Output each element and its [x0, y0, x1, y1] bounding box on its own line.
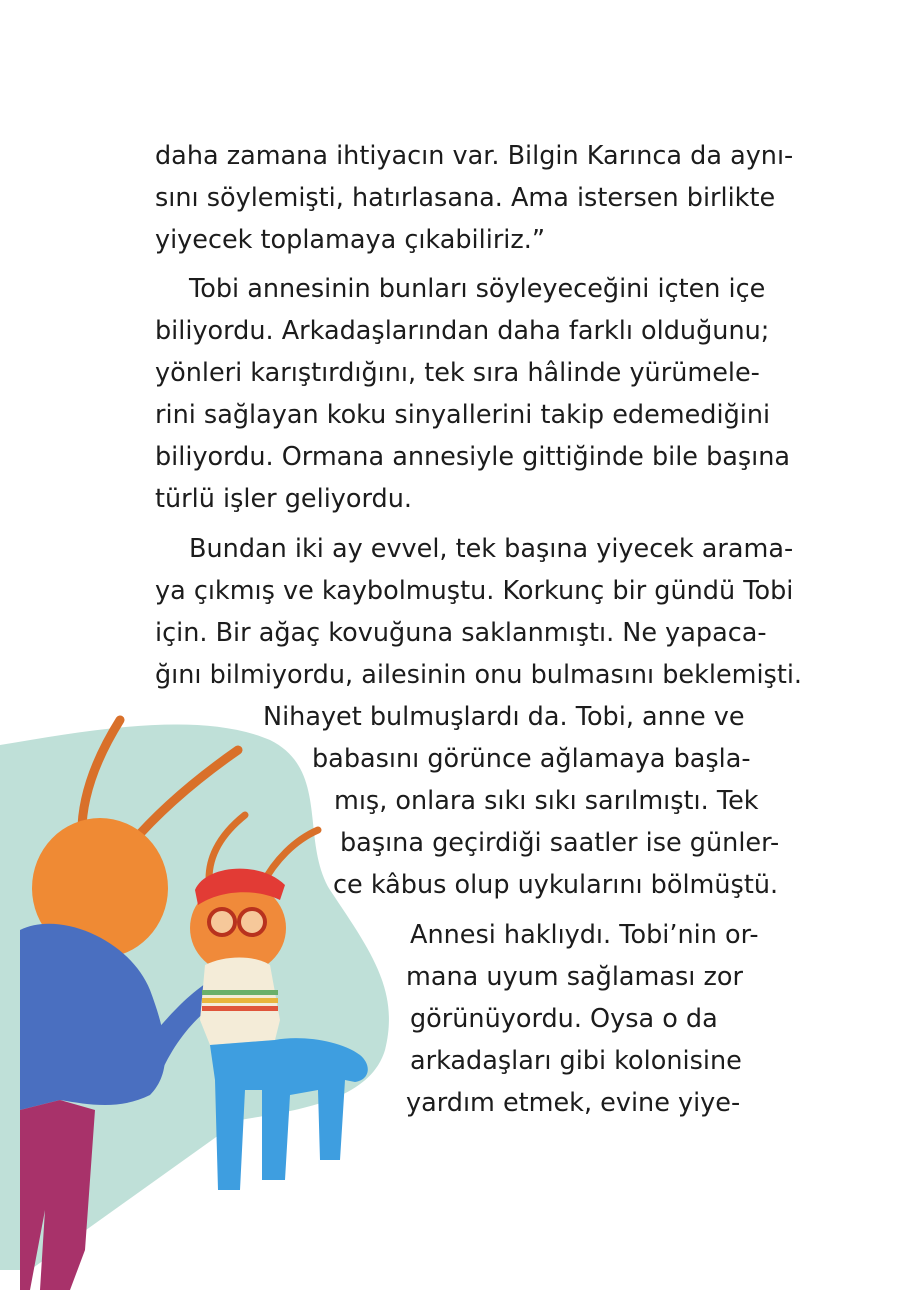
- text-line: Tobi annesinin bunları söyleyeceğini içten içe: [189, 274, 766, 304]
- text-line: Annesi haklıydı. Tobi’nin or-: [410, 920, 759, 950]
- text-line: ğını bilmiyordu, ailesinin onu bulmasını beklemişti.: [155, 660, 803, 690]
- text-line: sını söylemişti, hatırlasana. Ama istersen birlikte: [155, 183, 776, 213]
- text-line: arkadaşları gibi kolonisine: [410, 1046, 742, 1076]
- text-line: yönleri karıştırdığını, tek sıra hâlinde yürümele-: [155, 358, 760, 388]
- text-line: görünüyordu. Oysa o da: [410, 1004, 718, 1034]
- text-line: yiyecek toplamaya çıkabiliriz.”: [155, 225, 546, 255]
- tobi-shirt-stripe-3: [202, 1006, 278, 1011]
- text-line: mış, onlara sıkı sıkı sarılmıştı. Tek: [334, 786, 759, 816]
- mother-pants: [20, 1100, 95, 1290]
- glasses-right: [239, 909, 265, 935]
- text-line: biliyordu. Arkadaşlarından daha farklı olduğunu;: [155, 316, 770, 346]
- text-line: biliyordu. Ormana annesiyle gittiğinde bile başına: [155, 442, 791, 472]
- text-line: ya çıkmış ve kaybolmuştu. Korkunç bir gündü Tobi: [155, 576, 794, 606]
- text-line: Bundan iki ay evvel, tek başına yiyecek arama-: [189, 534, 794, 564]
- text-line: rini sağlayan koku sinyallerini takip edemediğini: [155, 400, 771, 430]
- text-line: ce kâbus olup uykularını bölmüştü.: [333, 870, 779, 900]
- text-line: babasını görünce ağlamaya başla-: [312, 744, 751, 774]
- tobi-shirt-stripe-2: [202, 998, 278, 1003]
- text-line: Nihayet bulmuşlardı da. Tobi, anne ve: [263, 702, 745, 732]
- glasses-left: [209, 909, 235, 935]
- tobi-pants: [210, 1038, 368, 1190]
- text-line: yardım etmek, evine yiye-: [406, 1088, 741, 1118]
- text-line: başına geçirdiği saatler ise günler-: [340, 828, 780, 858]
- text-line: türlü işler geliyordu.: [155, 484, 412, 514]
- tobi-shirt-stripe-1: [202, 990, 278, 995]
- text-line: daha zamana ihtiyacın var. Bilgin Karınca da aynı-: [155, 141, 794, 171]
- text-line: için. Bir ağaç kovuğuna saklanmıştı. Ne yapaca-: [155, 618, 767, 648]
- text-line: mana uyum sağlaması zor: [406, 962, 743, 992]
